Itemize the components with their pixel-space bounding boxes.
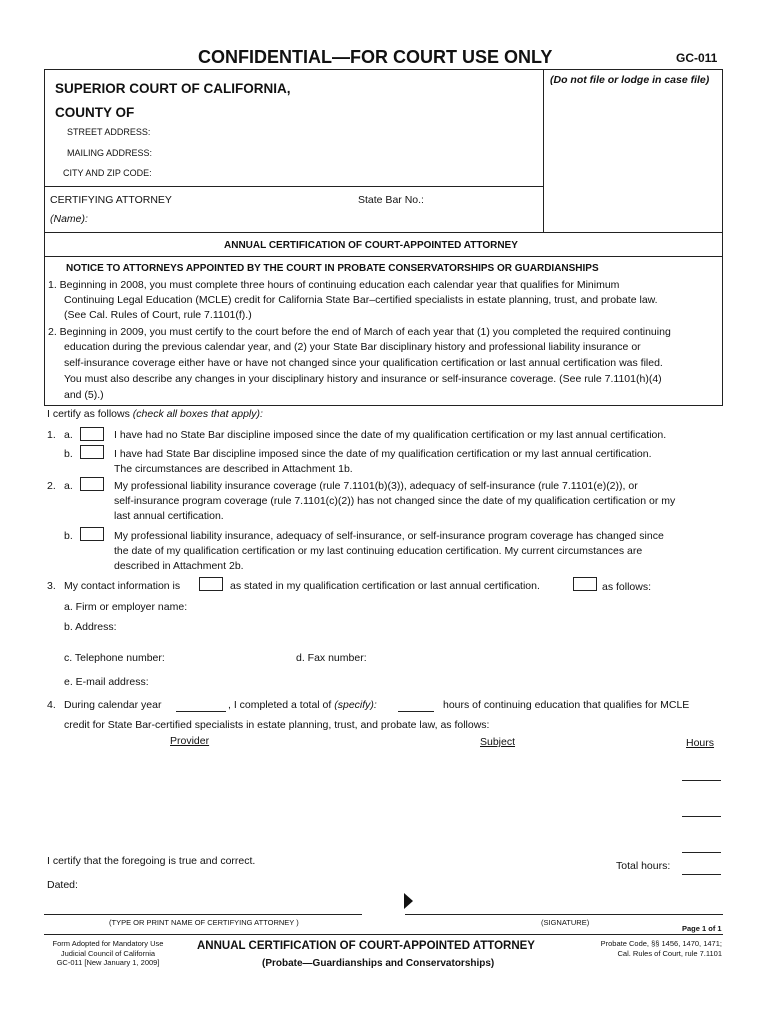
certifying-attorney-label: CERTIFYING ATTORNEY [50,194,172,206]
item-2b-text-line3: described in Attachment 2b. [114,560,244,572]
item-4-text-c: hours of continuing education that qualifies for MCLE [443,699,690,711]
court-county: COUNTY OF [55,105,135,120]
page-heading: CONFIDENTIAL—FOR COURT USE ONLY [198,47,553,67]
item-1b-text-line1: I have had State Bar discipline imposed since the date of my qualification certification or my last annual certification. [114,448,652,460]
item-4-line2: credit for State Bar-certified specialists in estate planning, trust, and probate law, as follows: [64,719,490,731]
col-provider: Provider [170,735,210,747]
signature-arrow-icon [404,893,413,909]
footer-left [44,939,172,968]
item-3-number: 3. [47,580,56,592]
state-bar-label: State Bar No.: [358,194,424,206]
item-4-text-a: During calendar year [64,699,162,711]
item-3-as-follows-text: as follows: [602,581,652,593]
item-1a-letter: a. [64,429,73,441]
item-2b-text-line2: the date of my qualification certification or my last continuing education certification. My current circumstances are [114,545,643,557]
notice-p1-line1: 1. Beginning in 2008, you must complete three hours of continuing education each calendar year that qualifies for Minimum [48,279,620,291]
mailing-address-label: MAILING ADDRESS: [67,148,153,158]
dated-label: Dated: [47,879,78,891]
city-zip-label: CITY AND ZIP CODE: [63,168,152,178]
telephone-label: c. Telephone number: [64,652,165,664]
item-2b-letter: b. [64,530,73,542]
notice-p2-line5: and (5).) [64,389,104,401]
form-title: ANNUAL CERTIFICATION OF COURT-APPOINTED ATTORNEY [224,240,518,251]
checkbox-3-as-stated[interactable] [199,577,223,591]
notice-p2-line3: self-insurance coverage either have or have not changed since your qualification certification or last annual certification was filed. [64,357,663,369]
fax-label: d. Fax number: [296,652,367,664]
footer-left-line3: GC-011 [New January 1, 2009] [56,958,160,967]
street-address-label: STREET ADDRESS: [67,127,151,137]
footer-right-line1: Probate Code, §§ 1456, 1470, 1471; [600,939,722,948]
footer-title: ANNUAL CERTIFICATION OF COURT-APPOINTED ATTORNEY [197,940,535,952]
certify-intro: I certify as follows (check all boxes that apply): [47,408,263,420]
item-3-as-stated-text: as stated in my qualification certification or last annual certification. [230,580,540,592]
footer-subtitle: (Probate—Guardianships and Conservatorships) [262,958,495,969]
true-correct-text: I certify that the foregoing is true and correct. [47,855,256,867]
footer-left-line1: Form Adopted for Mandatory Use [52,939,164,948]
item-4-text-b: , I completed a total of (specify): [228,699,377,711]
firm-name-label: a. Firm or employer name: [64,601,188,613]
court-name: SUPERIOR COURT OF CALIFORNIA, [55,81,291,96]
page-number: Page 1 of 1 [682,924,722,933]
notice-p1-line2: Continuing Legal Education (MCLE) credit for California State Bar–certified specialists in estate planning, trust, and probate law. [64,294,658,306]
checkbox-1b[interactable] [80,445,104,459]
item-1b-letter: b. [64,448,73,460]
item-2a-text-line3: last annual certification. [114,510,224,522]
item-1-number: 1. [47,429,56,441]
total-hours-label: Total hours: [616,860,671,872]
item-1b-text-line2: The circumstances are described in Attachment 1b. [114,463,353,475]
item-2b-text-line1: My professional liability insurance, adequacy of self-insurance, or self-insurance program coverage has changed since [114,530,664,542]
notice-p2-line1: 2. Beginning in 2009, you must certify to the court before the end of March of each year that (1) you completed the required continuing [48,326,671,338]
do-not-file-note: (Do not file or lodge in case file) [550,74,710,86]
form-code: GC-011 [676,51,718,65]
item-3-text: My contact information is [64,580,181,592]
item-2a-text-line1: My professional liability insurance coverage (rule 7.1101(b)(3)), adequacy of self-insurance (rule 7.1101(e)(2)), or [114,480,638,492]
checkbox-3-as-follows[interactable] [573,577,597,591]
signature-caption: (SIGNATURE) [541,918,590,927]
notice-p1-line3: (See Cal. Rules of Court, rule 7.1101(f).) [64,309,252,321]
address-label: b. Address: [64,621,117,633]
type-name-caption: (TYPE OR PRINT NAME OF CERTIFYING ATTORNEY ) [109,918,299,927]
checkbox-2b[interactable] [80,527,104,541]
item-1a-text: I have had no State Bar discipline imposed since the date of my qualification certification or my last annual certification. [114,429,667,441]
notice-p2-line2: education during the previous calendar year, and (2) your State Bar disciplinary history and professional liability insurance or [64,341,641,353]
footer-right [575,939,722,958]
attorney-name-label: (Name): [50,213,88,225]
footer-right-line2: Cal. Rules of Court, rule 7.1101 [617,948,722,958]
notice-heading: NOTICE TO ATTORNEYS APPOINTED BY THE COURT IN PROBATE CONSERVATORSHIPS OR GUARDIANSHIPS [66,263,599,274]
footer-left-line2: Judicial Council of California [60,948,156,958]
item-2a-text-line2: self-insurance program coverage (rule 7.1101(c)(2)) has not changed since the date of my qualification certification or my [114,495,676,507]
item-4-number: 4. [47,699,56,711]
item-2a-letter: a. [64,480,73,492]
col-hours: Hours [686,737,715,749]
notice-p2-line4: You must also describe any changes in your disciplinary history and insurance or self-insurance coverage. (See rule 7.1101(h)(4) [64,373,662,385]
item-2-number: 2. [47,480,56,492]
checkbox-1a[interactable] [80,427,104,441]
col-subject: Subject [480,736,516,748]
email-label: e. E-mail address: [64,676,149,688]
checkbox-2a[interactable] [80,477,104,491]
